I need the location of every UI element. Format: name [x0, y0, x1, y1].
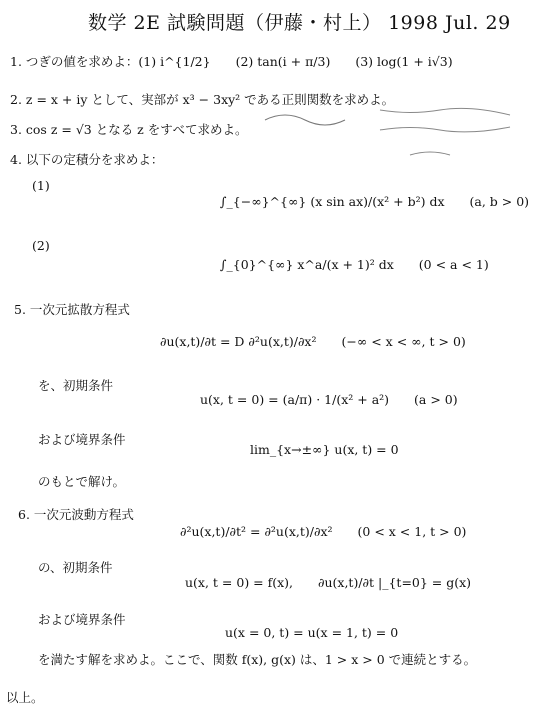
problem-4-1-integral: ∫_{−∞}^{∞} (x sin ax)/(x² + b²) dx (a, b > 0): [220, 194, 530, 209]
problem-4-2-label: (2): [32, 238, 50, 253]
problem-6-boundary-condition: u(x = 0, t) = u(x = 1, t) = 0: [225, 625, 399, 640]
footer-end: 以上。: [6, 690, 44, 705]
problem-4: 4. 以下の定積分を求めよ：: [10, 152, 164, 167]
problem-5-equation: ∂u(x,t)/∂t = D ∂²u(x,t)/∂x² (−∞ < x < ∞, t > 0): [160, 334, 466, 349]
problem-5-text-boundary: および境界条件: [38, 432, 126, 447]
problem-4-1-label: (1): [32, 178, 50, 193]
handwritten-notes: [260, 100, 550, 170]
problem-5-text-solve: のもとで解け。: [38, 474, 126, 489]
problem-5: 5. 一次元拡散方程式: [14, 302, 130, 317]
problem-6-equation: ∂²u(x,t)/∂t² = ∂²u(x,t)/∂x² (0 < x < 1, t > 0): [180, 524, 467, 539]
problem-6-text-initial: の、初期条件: [38, 560, 113, 575]
exam-title: 数学 2E 試験問題（伊藤・村上） 1998 Jul. 29: [88, 12, 511, 34]
problem-4-2-integral: ∫_{0}^{∞} x^a/(x + 1)² dx (0 < a < 1): [220, 257, 489, 272]
problem-6: 6. 一次元波動方程式: [18, 507, 134, 522]
problem-3: 3. cos z = √3 となる z をすべて求めよ。: [10, 122, 248, 137]
problem-2: 2. z = x + iy として、実部が x³ − 3xy² である正則関数を求めよ。: [10, 92, 395, 107]
problem-6-text-final: を満たす解を求めよ。ここで、関数 f(x), g(x) は、1 > x > 0 で連続とする。: [38, 652, 477, 667]
problem-5-initial-condition: u(x, t = 0) = (a/π) · 1/(x² + a²) (a > 0): [200, 392, 458, 407]
problem-6-text-boundary: および境界条件: [38, 612, 126, 627]
problem-5-text-initial: を、初期条件: [38, 378, 114, 393]
problem-6-initial-condition: u(x, t = 0) = f(x), ∂u(x,t)/∂t |_{t=0} = g(x): [185, 575, 472, 590]
problem-1: 1. つぎの値を求めよ：(1) i^{1/2} (2) tan(i + π/3) (3) log(1 + i√3): [10, 54, 453, 69]
problem-5-boundary-condition: lim_{x→±∞} u(x, t) = 0: [250, 442, 399, 457]
